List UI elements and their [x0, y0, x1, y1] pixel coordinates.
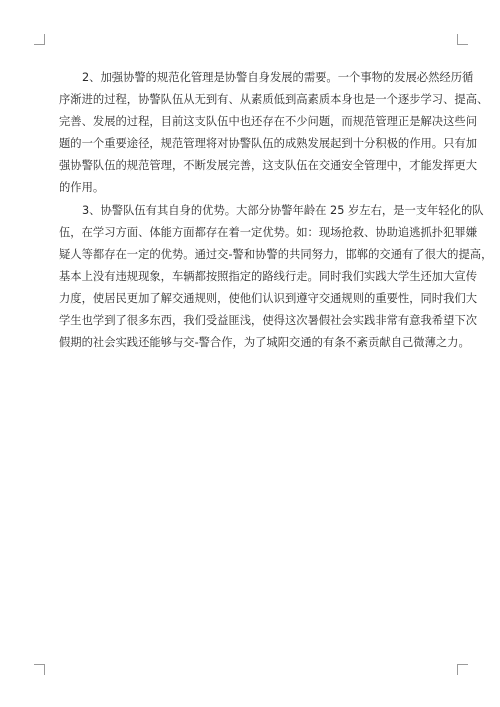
- text-line: 题的一个重要途径，规范管理将对协警队伍的成熟发展起到十分积极的作用。只有加: [59, 137, 477, 151]
- crop-mark-bottom-right: [457, 664, 468, 675]
- text-line: 的作用。: [59, 181, 105, 195]
- text-line: 3、协警队伍有其自身的优势。大部分协警年龄在 25 岁左右，是一支年轻化的队: [82, 203, 484, 217]
- paragraph-3: [59, 200, 493, 355]
- text-line: 疑人等都存在一定的优势。通过交-警和协警的共同努力，邯郸的交通有了很大的提高，: [59, 247, 493, 261]
- paragraph-2: [59, 67, 489, 200]
- crop-mark-top-left: [34, 34, 45, 45]
- text-line: 基本上没有违规现象，车辆都按照指定的路线行走。同时我们实践大学生还加大宣传: [59, 269, 477, 283]
- text-line: 完善、发展的过程，目前这支队伍中也还存在不少问题，而规范管理正是解决这些问: [59, 115, 477, 129]
- text-line: 序渐进的过程，协警队伍从无到有、从素质低到高素质本身也是一个逐步学习、提高、: [59, 93, 489, 107]
- text-line: 伍，在学习方面、体能方面都存在着一定优势。如：现场抢救、协助追逃抓扑犯罪嫌: [59, 225, 477, 239]
- crop-mark-top-right: [457, 34, 468, 45]
- text-line: 2、加强协警的规范化管理是协警自身发展的需要。一个事物的发展必然经历循: [82, 71, 474, 84]
- text-line: 假期的社会实践还能够与交-警合作，为了城阳交通的有条不紊贡献自己微薄之力。: [59, 336, 470, 350]
- text-line: 力度，使居民更加了解交通规则，使他们认识到遵守交通规则的重要性，同时我们大: [59, 291, 477, 305]
- document-body: [59, 67, 493, 354]
- text-line: 强协警队伍的规范管理，不断发展完善，这支队伍在交通安全管理中，才能发挥更大: [59, 159, 477, 173]
- crop-mark-bottom-left: [34, 664, 45, 675]
- text-line: 学生也学到了很多东西，我们受益匪浅，使得这次暑假社会实践非常有意我希望下次: [59, 314, 477, 328]
